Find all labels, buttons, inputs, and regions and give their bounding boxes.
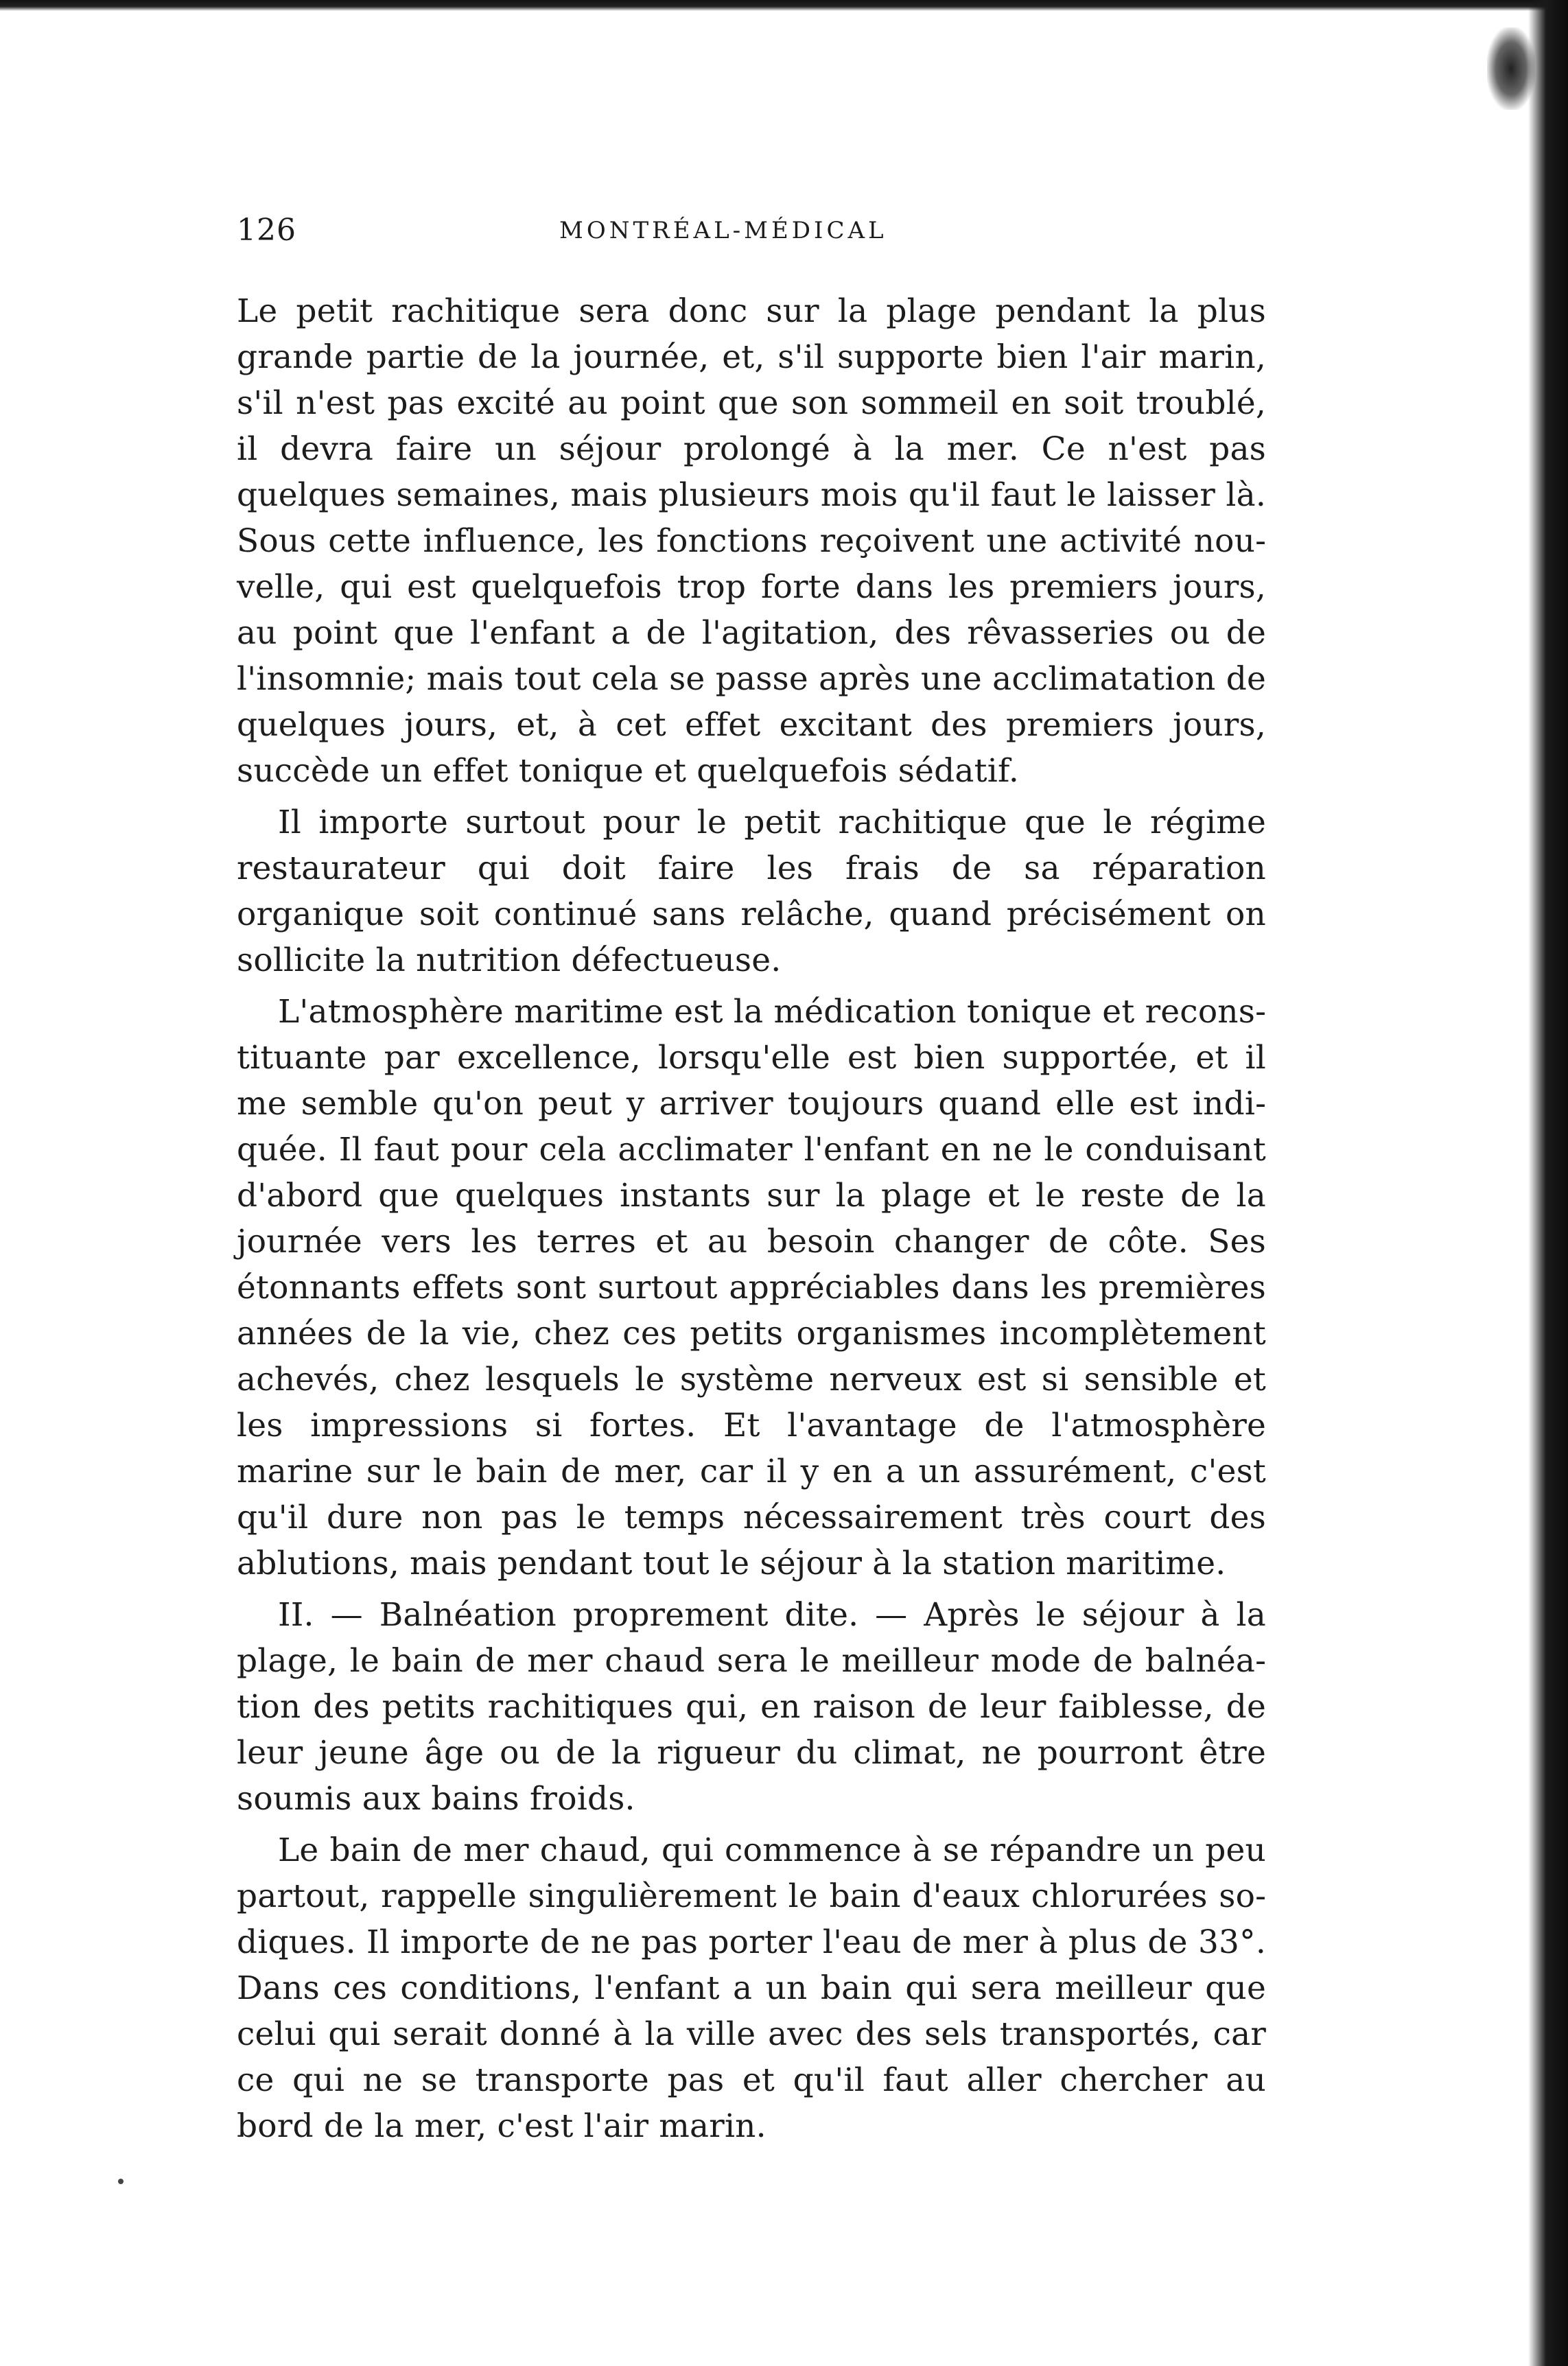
scan-right-edge	[1528, 0, 1568, 2366]
page-number: 126	[237, 213, 296, 248]
book-page	[237, 199, 1266, 2149]
paragraph-2: Il importe surtout pour le petit rachitique que le régime restaurateur qui doit faire les frais de sa réparation organique soit continué sans relâche, quand précisément on sollicite la nutrition défectueuse.	[237, 804, 1266, 979]
running-head	[237, 199, 1266, 261]
journal-title: MONTRÉAL-MÉDICAL	[559, 217, 887, 244]
scan-ink-blotch	[1487, 27, 1535, 110]
paragraph-4-balneation: II. — Balnéation proprement dite. — Après le séjour à la plage, le bain de mer chaud sera le meilleur mode de balnéation des petits rachitiques qui, en raison de leur faiblesse, de leur jeune âge ou de la rigueur du climat, ne pourront être soumis aux bains froids.	[237, 1596, 1266, 1818]
body-text	[237, 288, 1266, 2149]
paragraph-3: L'atmosphère maritime est la médication tonique et reconstituante par excellence, lorsqu'elle est bien supportée, et il me semble qu'on peut y arriver toujours quand elle est indiquée. Il faut pour cela acclimater l'enfant en ne le conduisant d'abord que quelques instants sur la plage et le reste de la journée vers les terres et au besoin changer de côte. Ses étonnants effets sont surtout appréciables dans les premières années de la vie, chez ces petits organismes incomplètement achevés, chez lesquels le système nerveux est si sensible et les impressions si fortes. Et l'avantage de l'atmosphère marine sur le bain de mer, car il y en a un assurément, c'est qu'il dure non pas le temps nécessairement très court des ablutions, mais pendant tout le séjour à la station maritime.	[237, 993, 1266, 1582]
scan-top-edge	[0, 0, 1568, 11]
scan-speck	[118, 2179, 124, 2184]
paragraph-1: Le petit rachitique sera donc sur la plage pendant la plus grande partie de la journée, et, s'il supporte bien l'air marin, s'il n'est pas excité au point que son sommeil en soit troublé, il devra faire un séjour prolongé à la mer. Ce n'est pas quelques semaines, mais plusieurs mois qu'il faut le laisser là. Sous cette influence, les fonctions reçoivent une activité nouvelle, qui est quelquefois trop forte dans les premiers jours, au point que l'enfant a de l'agitation, des rêvasseries ou de l'insomnie; mais tout cela se passe après une acclimatation de quelques jours, et, à cet effet excitant des premiers jours, succède un effet tonique et quelquefois sédatif.	[237, 292, 1266, 790]
paragraph-5: Le bain de mer chaud, qui commence à se répandre un peu partout, rappelle singulièrement le bain d'eaux chlorurées sodiques. Il importe de ne pas porter l'eau de mer à plus de 33°. Dans ces conditions, l'enfant a un bain qui sera meilleur que celui qui serait donné à la ville avec des sels transportés, car ce qui ne se transporte pas et qu'il faut aller chercher au bord de la mer, c'est l'air marin.	[237, 1831, 1266, 2145]
